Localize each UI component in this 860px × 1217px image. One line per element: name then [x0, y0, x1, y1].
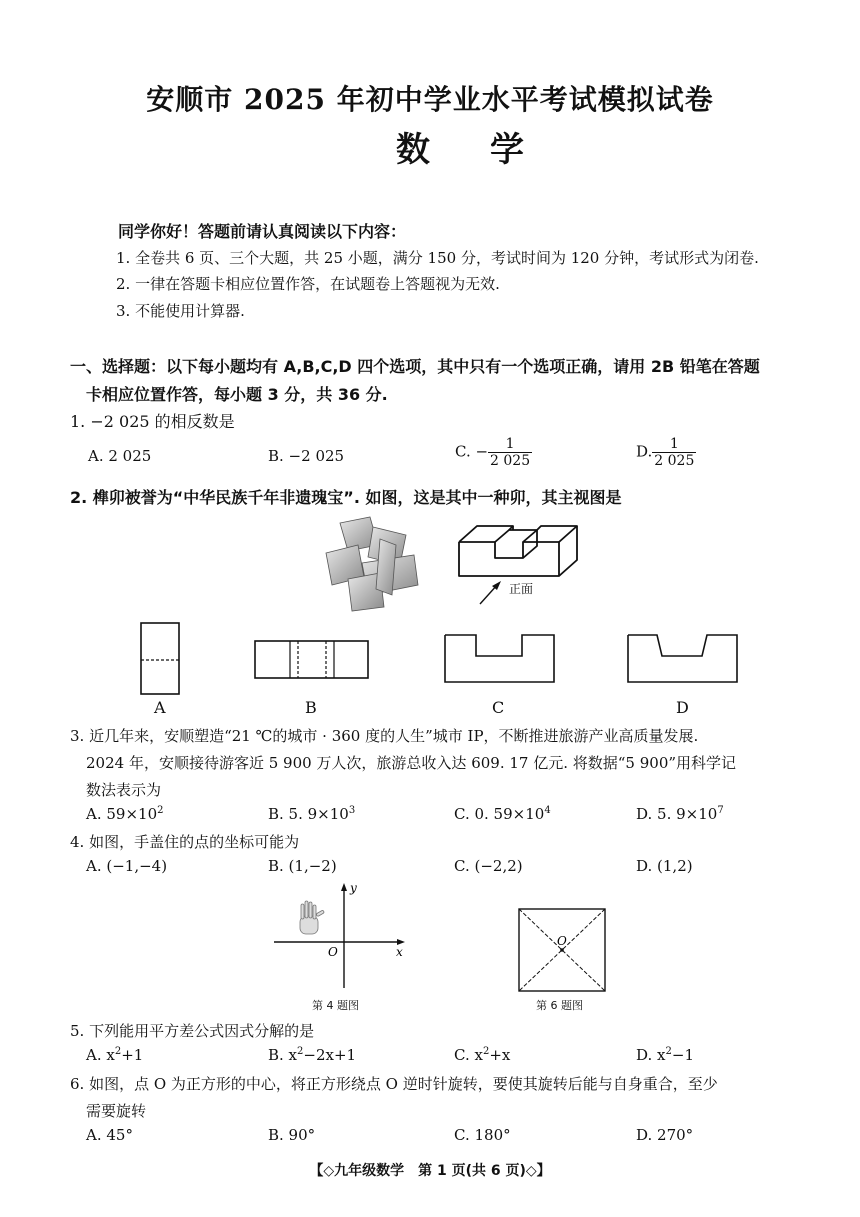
- q6-option-d: D. 270°: [636, 1126, 694, 1144]
- q6-center-label: O: [557, 934, 567, 948]
- q1-option-d: D. $\frac{1}{2 025}$: [636, 436, 695, 469]
- q3-line3: 数法表示为: [86, 781, 162, 799]
- q2-view-a: [140, 622, 180, 696]
- q2-label-a: A: [154, 698, 166, 717]
- q6-option-c: C. 180°: [454, 1126, 511, 1144]
- q6-figure-caption: 第 6 题图: [536, 999, 583, 1012]
- hand-icon: [300, 901, 324, 934]
- q3-option-c: C. 0. $59\times 10^4$: [454, 805, 551, 823]
- q4-stem: 4. 如图，手盖住的点的坐标可能为: [70, 833, 300, 851]
- q2-stem: 2. 榫卯被誉为“中华民族千年非遗瑰宝”. 如图，这是其中一种卯，其主视图是: [70, 488, 622, 507]
- q1-option-b: B. −2 025: [268, 447, 345, 465]
- mortise-photo: [318, 515, 423, 613]
- page-footer: 【◇九年级数学 第 1 页(共 6 页)◇】: [309, 1163, 551, 1179]
- q5-option-d: D. $x^2-1$: [636, 1046, 694, 1064]
- q3-option-a: A. $59\times 10^2$: [86, 805, 164, 823]
- q5-stem: 5. 下列能用平方差公式因式分解的是: [70, 1022, 315, 1040]
- exam-title: 安顺市 2025 年初中学业水平考试模拟试卷: [146, 83, 714, 116]
- q4-option-a: A. (−1,−4): [86, 857, 168, 875]
- q1-stem: 1. −2 025 的相反数是: [70, 412, 235, 431]
- q4-option-d: D. (1,2): [636, 857, 693, 875]
- section1-line1: 一、选择题：以下每小题均有 A,B,C,D 四个选项，其中只有一个选项正确，请用 2B 铅笔在答题: [70, 357, 760, 376]
- q3-option-d: D. 5. $9\times 10^7$: [636, 805, 724, 823]
- q4-figure: [270, 880, 410, 990]
- q3-line2: 2024 年，安顺接待游客近 5 900 万人次，旅游总收入达 609. 17 亿元. 将数据“5 900”用科学记: [86, 754, 737, 772]
- q3-option-b: B. 5. $9\times 10^3$: [268, 805, 356, 823]
- q2-view-d: [627, 634, 739, 684]
- notice-item-3: 3. 不能使用计算器.: [116, 302, 245, 320]
- q5-option-b: B. $x^2-2x+1$: [268, 1046, 357, 1064]
- q6-line1: 6. 如图，点 O 为正方形的中心，将正方形绕点 O 逆时针旋转，要使其旋转后能与自身重合，至少: [70, 1075, 718, 1093]
- q2-view-c: [444, 634, 556, 684]
- q2-label-d: D: [676, 698, 689, 717]
- q6-figure: [518, 908, 608, 994]
- q4-option-c: C. (−2,2): [454, 857, 523, 875]
- q6-option-b: B. 90°: [268, 1126, 316, 1144]
- q2-label-c: C: [492, 698, 505, 717]
- q4-option-b: B. (1,−2): [268, 857, 337, 875]
- q6-option-a: A. 45°: [86, 1126, 133, 1144]
- q4-origin-label: O: [328, 945, 338, 959]
- q1-option-c: C. − $\frac{1}{2 025}$: [455, 436, 531, 469]
- q5-option-c: C. $x^2+x$: [454, 1046, 511, 1064]
- q6-line2: 需要旋转: [86, 1102, 147, 1120]
- q3-line1: 3. 近几年来，安顺塑造“21 ℃的城市 · 360 度的人生”城市 IP，不断推进旅游产业高质量发展.: [70, 727, 699, 745]
- section1-line2: 卡相应位置作答，每小题 3 分，共 36 分.: [86, 385, 388, 404]
- notice-item-2: 2. 一律在答题卡相应位置作答，在试题卷上答题视为无效.: [116, 275, 500, 293]
- q4-axis-x-label: x: [396, 945, 403, 959]
- q5-option-a: A. $x^2+1$: [86, 1046, 144, 1064]
- notice-item-1: 1. 全卷共 6 页、三个大题，共 25 小题，满分 150 分，考试时间为 120 分钟，考试形式为闭卷.: [116, 249, 759, 267]
- q2-view-b: [254, 640, 370, 680]
- front-arrow-icon: [478, 580, 508, 606]
- front-label: 正面: [509, 582, 534, 596]
- q4-axis-y-label: y: [350, 881, 357, 895]
- q2-label-b: B: [305, 698, 317, 717]
- q1-option-a: A. 2 025: [88, 447, 152, 465]
- notice-heading: 同学你好！答题前请认真阅读以下内容：: [118, 222, 407, 241]
- q4-figure-caption: 第 4 题图: [312, 999, 359, 1012]
- subject-title: 数学: [396, 130, 584, 170]
